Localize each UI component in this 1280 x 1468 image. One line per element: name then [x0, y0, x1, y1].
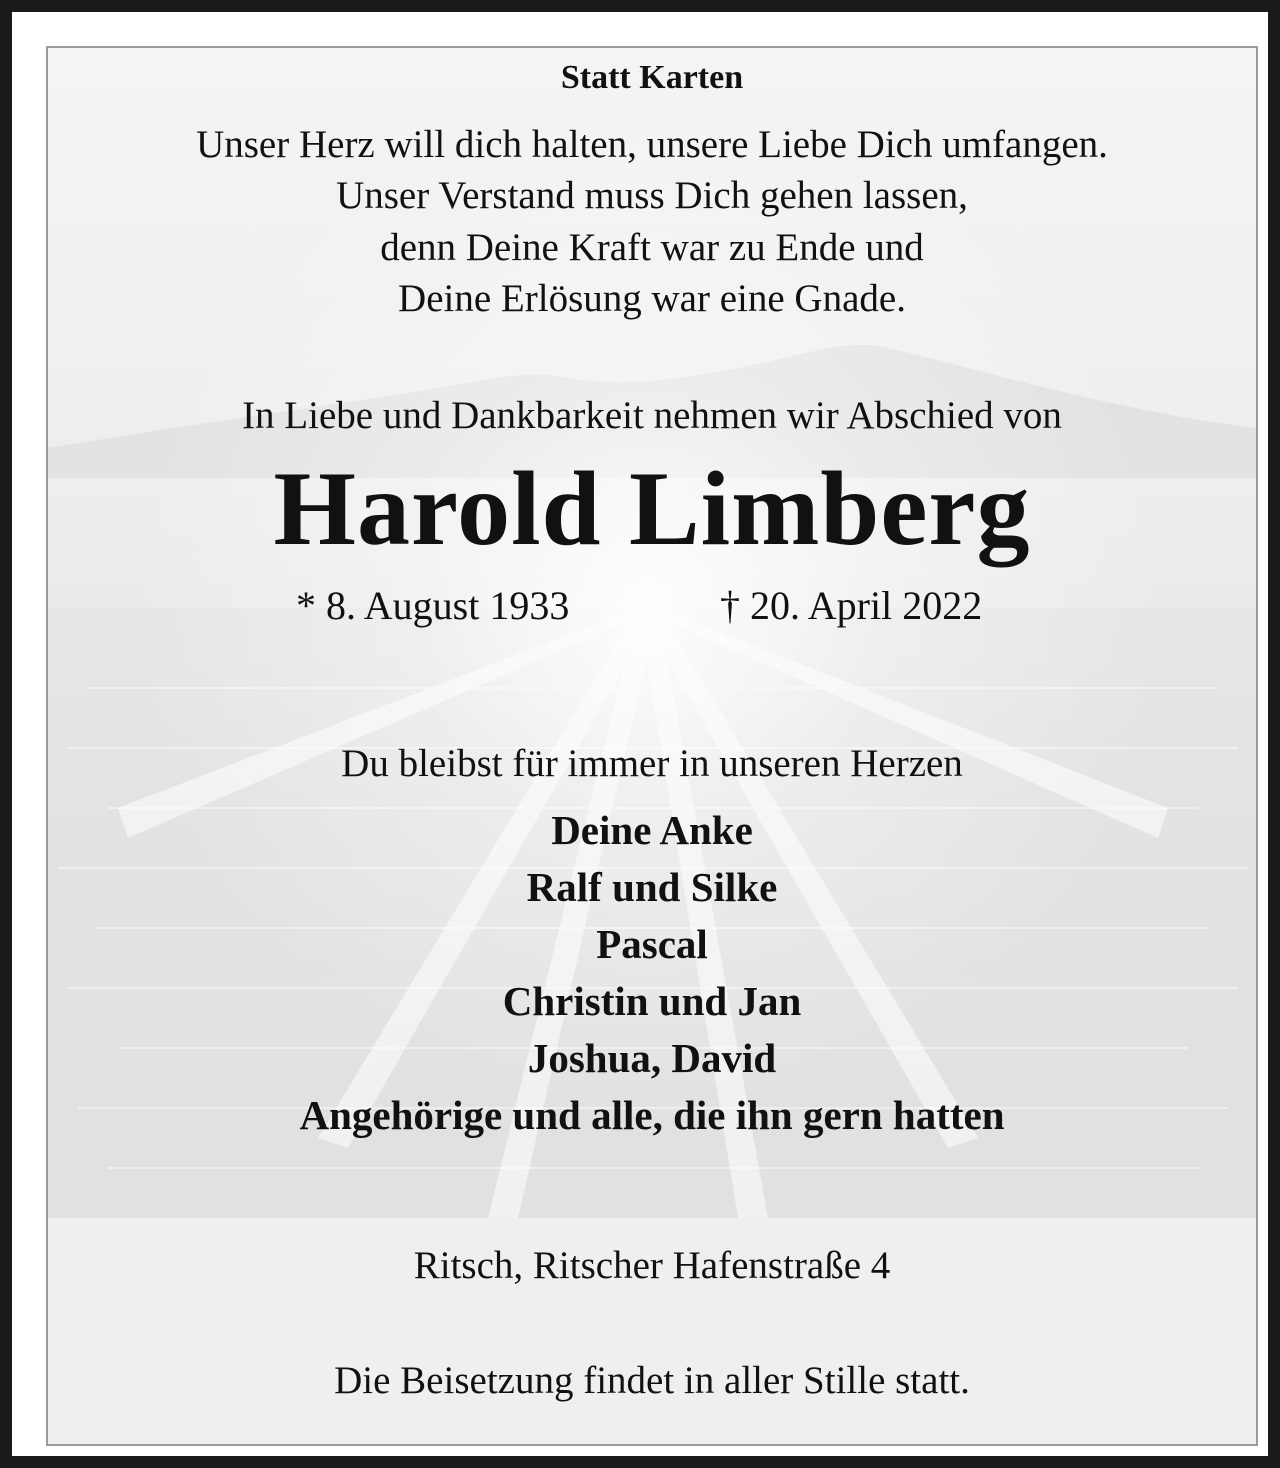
obituary-card — [46, 46, 1258, 1446]
motto-line: Du bleibst für immer in unseren Herzen — [341, 742, 963, 785]
verse-line: denn Deine Kraft war zu Ende und — [380, 226, 924, 269]
verse-line: Unser Verstand muss Dich gehen lassen, — [336, 174, 968, 217]
header-label: Statt Karten — [560, 59, 744, 96]
obituary-text — [48, 48, 1256, 1444]
deceased-name: Harold Limberg — [273, 450, 1031, 567]
birth-date: * 8. August 1933 — [296, 583, 570, 628]
address-line: Ritsch, Ritscher Hafenstraße 4 — [413, 1244, 891, 1287]
family-member: Deine Anke — [551, 807, 753, 853]
intro-line: In Liebe und Dankbarkeit nehmen wir Abschied von — [242, 394, 1062, 437]
funeral-note: Die Beisetzung findet in aller Stille statt. — [334, 1359, 970, 1402]
family-member: Ralf und Silke — [526, 864, 778, 910]
family-member: Joshua, David — [527, 1035, 777, 1081]
verse-line: Deine Erlösung war eine Gnade. — [398, 277, 906, 320]
death-date: † 20. April 2022 — [720, 583, 983, 628]
verse-line: Unser Herz will dich halten, unsere Liebe Dich umfangen. — [196, 123, 1108, 166]
family-member: Angehörige und alle, die ihn gern hatten — [299, 1092, 1005, 1138]
family-member: Pascal — [596, 921, 708, 967]
family-member: Christin und Jan — [502, 978, 802, 1024]
